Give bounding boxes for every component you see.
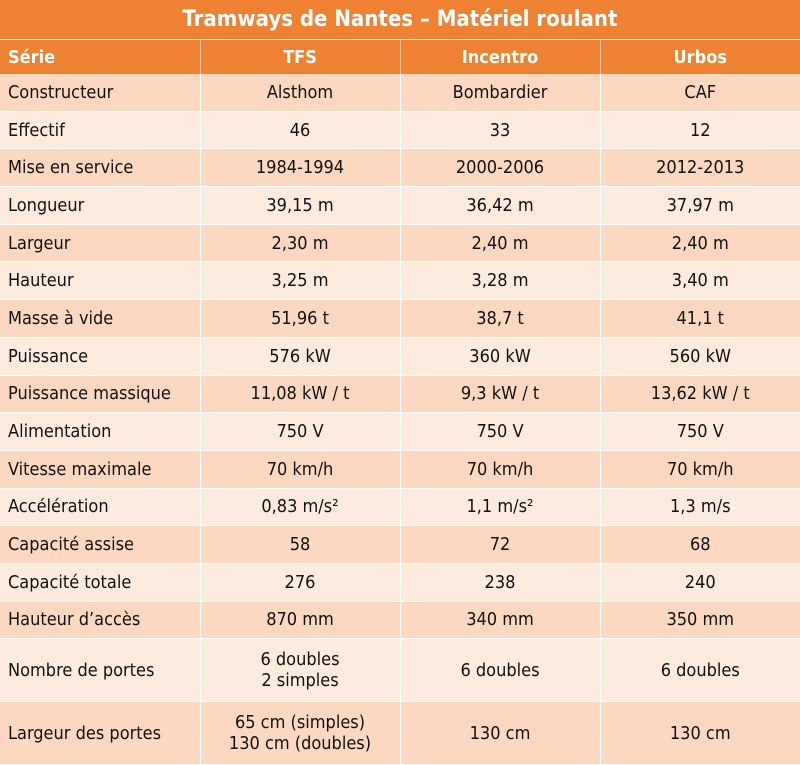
cell-tfs: 2,30 m — [200, 224, 400, 262]
table-row — [0, 111, 800, 149]
cell-incentro: 2000-2006 — [400, 149, 600, 187]
cell-incentro: 750 V — [400, 413, 600, 451]
row-label: Accélération — [0, 488, 200, 526]
table-row — [0, 375, 800, 413]
cell-incentro: 38,7 t — [400, 300, 600, 338]
cell-urbos: 350 mm — [600, 601, 800, 639]
row-label: Hauteur d’accès — [0, 601, 200, 639]
cell-incentro: 1,1 m/s² — [400, 488, 600, 526]
table-row — [0, 601, 800, 639]
cell-urbos: 2,40 m — [600, 224, 800, 262]
table-row — [0, 300, 800, 338]
table-row — [0, 224, 800, 262]
row-label: Largeur — [0, 224, 200, 262]
rolling-stock-table — [0, 40, 800, 765]
table-row — [0, 450, 800, 488]
cell-tfs: Alsthom — [200, 74, 400, 111]
table-row — [0, 337, 800, 375]
cell-urbos: 2012-2013 — [600, 149, 800, 187]
cell-line: 65 cm (simples) — [234, 712, 366, 734]
cell-line: 2 simples — [261, 670, 339, 692]
cell-incentro: 33 — [400, 111, 600, 149]
cell-tfs: 1984-1994 — [200, 149, 400, 187]
cell-line: 130 cm (doubles) — [228, 733, 372, 755]
table-row-door-width — [0, 702, 800, 765]
row-label: Capacité totale — [0, 563, 200, 601]
table-row — [0, 526, 800, 564]
header-incentro: Incentro — [400, 40, 600, 74]
cell-tfs: 0,83 m/s² — [200, 488, 400, 526]
row-label: Alimentation — [0, 413, 200, 451]
row-label: Capacité assise — [0, 526, 200, 564]
row-label: Longueur — [0, 187, 200, 225]
table-row — [0, 563, 800, 601]
table-row — [0, 187, 800, 225]
cell-tfs: 3,25 m — [200, 262, 400, 300]
cell-tfs: 58 — [200, 526, 400, 564]
cell-urbos: 240 — [600, 563, 800, 601]
cell-incentro: 3,28 m — [400, 262, 600, 300]
cell-incentro: 360 kW — [400, 337, 600, 375]
cell-urbos: 6 doubles — [600, 639, 800, 702]
cell-incentro: 130 cm — [400, 702, 600, 765]
cell-tfs: 70 km/h — [200, 450, 400, 488]
cell-urbos: 68 — [600, 526, 800, 564]
cell-urbos: 70 km/h — [600, 450, 800, 488]
row-label: Largeur des portes — [0, 702, 200, 765]
row-label: Puissance — [0, 337, 200, 375]
table-row — [0, 262, 800, 300]
cell-urbos: 3,40 m — [600, 262, 800, 300]
cell-incentro: 6 doubles — [400, 639, 600, 702]
cell-tfs — [200, 639, 400, 702]
cell-tfs: 51,96 t — [200, 300, 400, 338]
cell-incentro: 36,42 m — [400, 187, 600, 225]
row-label: Vitesse maximale — [0, 450, 200, 488]
cell-tfs: 750 V — [200, 413, 400, 451]
table-row — [0, 413, 800, 451]
header-row — [0, 40, 800, 74]
cell-urbos: 41,1 t — [600, 300, 800, 338]
table-title: Tramways de Nantes – Matériel roulant — [0, 0, 800, 40]
cell-urbos: 37,97 m — [600, 187, 800, 225]
row-label: Constructeur — [0, 74, 200, 111]
cell-tfs: 576 kW — [200, 337, 400, 375]
cell-incentro: 70 km/h — [400, 450, 600, 488]
cell-incentro: 2,40 m — [400, 224, 600, 262]
header-urbos: Urbos — [600, 40, 800, 74]
cell-urbos: 560 kW — [600, 337, 800, 375]
cell-line: 6 doubles — [260, 649, 340, 671]
table-row — [0, 488, 800, 526]
table-row — [0, 74, 800, 111]
row-label: Mise en service — [0, 149, 200, 187]
row-label: Nombre de portes — [0, 639, 200, 702]
cell-urbos: 12 — [600, 111, 800, 149]
table-row-doors — [0, 639, 800, 702]
cell-urbos: 13,62 kW / t — [600, 375, 800, 413]
cell-incentro: Bombardier — [400, 74, 600, 111]
row-label: Hauteur — [0, 262, 200, 300]
row-label: Effectif — [0, 111, 200, 149]
cell-tfs: 11,08 kW / t — [200, 375, 400, 413]
header-tfs: TFS — [200, 40, 400, 74]
cell-urbos: CAF — [600, 74, 800, 111]
row-label: Puissance massique — [0, 375, 200, 413]
cell-incentro: 72 — [400, 526, 600, 564]
header-serie: Série — [0, 40, 200, 74]
table-row — [0, 149, 800, 187]
cell-urbos: 750 V — [600, 413, 800, 451]
cell-tfs: 46 — [200, 111, 400, 149]
cell-tfs: 39,15 m — [200, 187, 400, 225]
cell-incentro: 9,3 kW / t — [400, 375, 600, 413]
cell-tfs — [200, 702, 400, 765]
cell-tfs: 276 — [200, 563, 400, 601]
row-label: Masse à vide — [0, 300, 200, 338]
cell-tfs: 870 mm — [200, 601, 400, 639]
cell-incentro: 340 mm — [400, 601, 600, 639]
cell-urbos: 1,3 m/s — [600, 488, 800, 526]
cell-incentro: 238 — [400, 563, 600, 601]
cell-urbos: 130 cm — [600, 702, 800, 765]
